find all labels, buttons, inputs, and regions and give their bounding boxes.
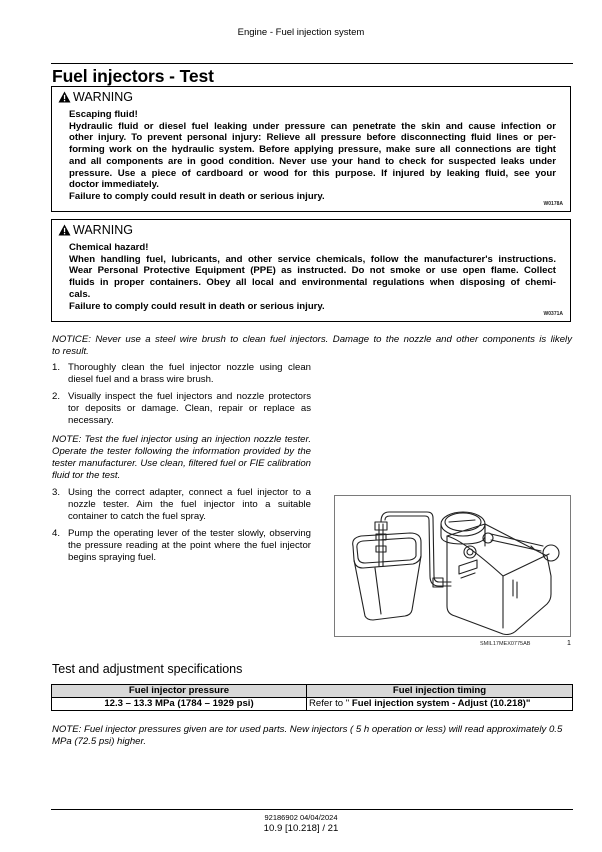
footer-divider [51,809,573,810]
specs-cell-pressure: 12.3 – 13.3 MPa (1784 – 1929 psi) [52,698,307,711]
step-item [52,362,311,386]
warning-line: Hydraulic fluid or diesel fuel leaking under pressure can penetrate the skin and cause infection or [69,120,556,132]
warning-line: cals. [69,288,91,300]
specs-table [51,684,573,711]
step-item [52,391,311,427]
note-tester: NOTE: Test the fuel injector using an injection nozzle tester. Operate the tester following the information provided by the tester manufacturer. Use clean, filtered fuel or FIE calibration fluid tor the test. [52,434,311,481]
warning-text [69,109,556,203]
specs-column-header: Fuel injection timing [307,685,573,698]
step-number: 2. [52,391,61,402]
warning-code: W0371A [543,311,563,317]
figure-number: 1 [567,640,571,647]
warning-line: fluids in proper containers. Obey all local and environmental regulations when disposing of chemi- [69,277,556,289]
specs-header-row [52,685,573,698]
title-divider [51,63,573,64]
warning-line: Escaping fluid! [69,109,138,120]
footer-doc-id: 92186902 04/04/2024 [264,813,338,822]
nozzle-tester-figure [334,495,571,637]
step-text: Pump the operating lever of the tester slowly, observing the pressure reading at the point where the fuel injector begins spraying fuel. [68,528,311,563]
notice-line: to result. [52,346,89,357]
nozzle-tester-illustration [335,496,570,636]
specs-cell-timing [307,698,573,711]
specs-column-header: Fuel injector pressure [52,685,307,698]
warning-triangle-icon [58,91,71,103]
procedure-steps-upper [52,362,311,432]
warning-line: doctor immediately. [69,179,159,191]
warning-text [69,242,556,312]
warning-label: WARNING [73,223,133,237]
step-text: Using the correct adapter, connect a fuel injector to a nozzle tester. Aim the fuel injector into a suitable container to catch the fuel spray. [68,487,311,522]
step-item [52,528,311,564]
warning-line: pressure. Use a piece of cardboard or wood for this purpose. If injured by leaking fluid, see your [69,167,556,179]
warning-header [58,223,133,237]
warning-line: When handling fuel, lubricants, and other service chemicals, follow the manufacturer's instructions. [69,253,556,265]
warning-box-escaping-fluid [51,86,571,212]
warning-line: forming work on the hydraulic system. Before applying pressure, make sure all connections are tight [69,144,556,156]
warning-line: and all components are in good condition. Never use your hand to check for suspected leaks under [69,155,556,167]
refer-prefix: Refer to " [309,698,350,709]
footer-page-number: 10.9 [10.218] / 21 [263,823,339,834]
warning-line: Failure to comply could result in death or serious injury. [69,300,325,312]
warning-box-chemical-hazard [51,219,571,322]
warning-line: Failure to comply could result in death or serious injury. [69,190,325,202]
step-number: 3. [52,487,61,498]
warning-header [58,90,133,104]
step-number: 1. [52,362,61,373]
note-pressure: NOTE: Fuel injector pressures given are tor used parts. New injectors ( 5 h operation or less) will read approximately 0.5 MPa (72.5 psi) higher. [52,724,563,747]
step-number: 4. [52,528,61,539]
specs-heading: Test and adjustment specifications [52,662,243,676]
warning-line: Wear Personal Protective Equipment (PPE) as instructed. Do not smoke or use open flame. Collect [69,265,556,277]
notice-line: NOTICE: Never use a steel wire brush to clean fuel injectors. Damage to the nozzle and other components is likely [52,334,572,345]
warning-line: other injury. To prevent personal injury: Relieve all pressure before disconnecting fluid lines or per- [69,132,556,144]
step-item [52,487,311,523]
warning-label: WARNING [73,90,133,104]
cross-reference-link[interactable]: Fuel injection system - Adjust (10.218)" [349,698,531,709]
table-row [52,698,573,711]
warning-code: W0178A [543,201,563,207]
procedure-steps-lower [52,487,311,567]
warning-line: Chemical hazard! [69,242,149,253]
warning-triangle-icon [58,224,71,236]
step-text: Visually inspect the fuel injectors and nozzle protectors tor deposits or damage. Clean, repair or replace as necessary. [68,391,311,426]
step-text: Thoroughly clean the fuel injector nozzle using clean diesel fuel and a brass wire brush. [68,362,311,385]
page-title: Fuel injectors - Test [52,66,214,86]
running-header: Engine - Fuel injection system [237,27,365,38]
notice-text [52,334,572,358]
figure-code: SMIL17MEX0775AB [480,641,531,647]
